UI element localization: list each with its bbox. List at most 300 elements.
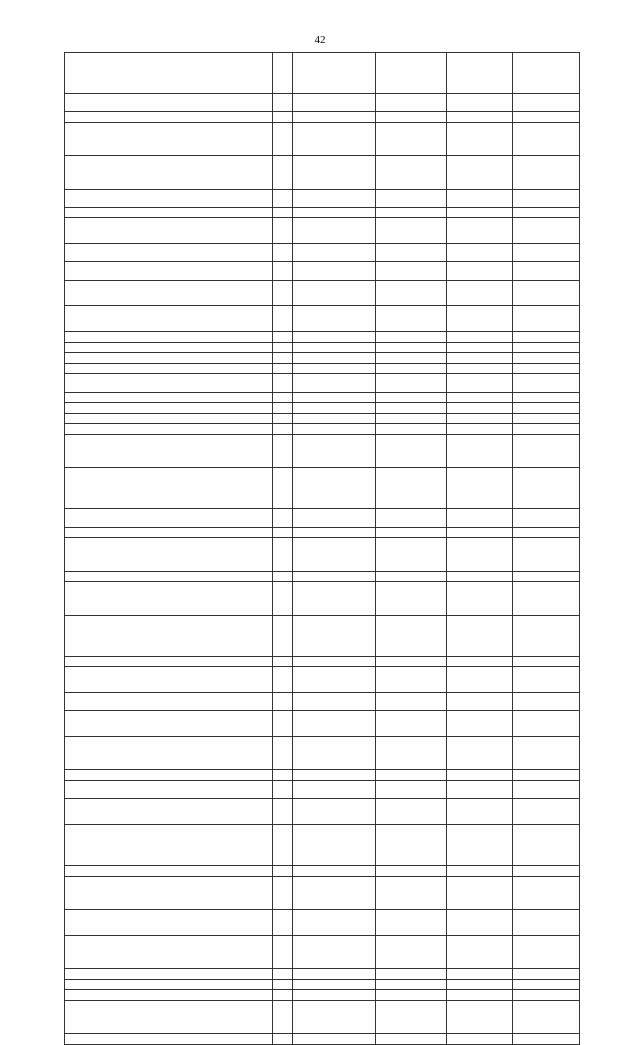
table-cell-amount-a	[376, 935, 447, 968]
table-cell-code	[293, 112, 376, 123]
table-cell-amount-a	[376, 353, 447, 364]
table-cell-amount-b	[446, 711, 513, 737]
table-cell-amount-a	[376, 207, 447, 218]
table-cell-code	[293, 780, 376, 798]
table-cell-amount-b	[446, 736, 513, 769]
table-cell-code	[293, 909, 376, 935]
table-cell-kvr	[273, 374, 293, 392]
table-cell-amount-b	[446, 403, 513, 414]
table-cell-amount-c	[513, 538, 580, 571]
table-cell-amount-a	[376, 244, 447, 262]
table-cell-amount-b	[446, 979, 513, 990]
table-row	[65, 424, 580, 435]
table-cell-amount-c	[513, 363, 580, 374]
table-cell-name	[65, 218, 273, 244]
table-cell-amount-b	[446, 824, 513, 865]
table-cell-amount-c	[513, 262, 580, 280]
table-cell-amount-b	[446, 571, 513, 582]
table-cell-amount-c	[513, 189, 580, 207]
table-row	[65, 413, 580, 424]
table-cell-name	[65, 571, 273, 582]
table-cell-amount-a	[376, 53, 447, 94]
table-cell-code	[293, 424, 376, 435]
table-row	[65, 527, 580, 538]
table-cell-amount-c	[513, 865, 580, 876]
table-cell-kvr	[273, 615, 293, 656]
table-cell-name	[65, 990, 273, 1001]
table-row	[65, 909, 580, 935]
table-row	[65, 262, 580, 280]
table-cell-kvr	[273, 824, 293, 865]
table-cell-name	[65, 374, 273, 392]
table-cell-amount-a	[376, 780, 447, 798]
table-cell-kvr	[273, 122, 293, 155]
table-cell-amount-c	[513, 94, 580, 112]
table-cell-kvr	[273, 53, 293, 94]
table-cell-amount-a	[376, 1034, 447, 1045]
table-cell-amount-a	[376, 306, 447, 332]
table-cell-amount-a	[376, 332, 447, 343]
table-row	[65, 692, 580, 710]
table-cell-amount-a	[376, 990, 447, 1001]
table-cell-amount-b	[446, 374, 513, 392]
table-cell-code	[293, 156, 376, 189]
table-cell-amount-b	[446, 424, 513, 435]
table-cell-amount-b	[446, 306, 513, 332]
table-cell-kvr	[273, 876, 293, 909]
table-cell-name	[65, 667, 273, 693]
table-cell-kvr	[273, 509, 293, 527]
table-cell-amount-a	[376, 571, 447, 582]
table-cell-amount-a	[376, 799, 447, 825]
table-cell-kvr	[273, 207, 293, 218]
table-cell-code	[293, 615, 376, 656]
table-cell-amount-a	[376, 363, 447, 374]
table-cell-code	[293, 711, 376, 737]
table-cell-kvr	[273, 527, 293, 538]
table-row	[65, 990, 580, 1001]
table-cell-amount-c	[513, 736, 580, 769]
table-cell-amount-b	[446, 909, 513, 935]
table-cell-amount-c	[513, 353, 580, 364]
table-row	[65, 736, 580, 769]
table-cell-amount-c	[513, 244, 580, 262]
table-cell-amount-c	[513, 1000, 580, 1033]
table-cell-name	[65, 865, 273, 876]
table-cell-kvr	[273, 94, 293, 112]
table-cell-code	[293, 935, 376, 968]
table-cell-amount-a	[376, 527, 447, 538]
table-row	[65, 218, 580, 244]
table-cell-amount-b	[446, 413, 513, 424]
table-cell-kvr	[273, 770, 293, 781]
table-cell-kvr	[273, 1000, 293, 1033]
table-cell-amount-c	[513, 799, 580, 825]
table-body	[65, 53, 580, 1045]
table-cell-amount-a	[376, 582, 447, 615]
table-row	[65, 656, 580, 667]
table-cell-amount-a	[376, 468, 447, 509]
table-cell-code	[293, 509, 376, 527]
table-cell-name	[65, 780, 273, 798]
table-cell-name	[65, 306, 273, 332]
table-row	[65, 53, 580, 94]
table-row	[65, 509, 580, 527]
table-cell-code	[293, 969, 376, 980]
table-cell-amount-a	[376, 156, 447, 189]
table-cell-amount-a	[376, 656, 447, 667]
table-cell-name	[65, 342, 273, 353]
table-cell-amount-b	[446, 244, 513, 262]
table-cell-kvr	[273, 306, 293, 332]
table-cell-name	[65, 435, 273, 468]
table-cell-kvr	[273, 571, 293, 582]
table-cell-name	[65, 527, 273, 538]
table-cell-name	[65, 615, 273, 656]
table-row	[65, 1000, 580, 1033]
table-cell-amount-c	[513, 711, 580, 737]
table-row	[65, 435, 580, 468]
table-cell-name	[65, 244, 273, 262]
table-cell-amount-c	[513, 374, 580, 392]
table-cell-amount-b	[446, 262, 513, 280]
table-cell-amount-c	[513, 280, 580, 306]
table-cell-amount-b	[446, 1034, 513, 1045]
table-cell-amount-a	[376, 969, 447, 980]
table-row	[65, 403, 580, 414]
table-cell-amount-c	[513, 571, 580, 582]
table-row	[65, 112, 580, 123]
table-cell-amount-c	[513, 656, 580, 667]
table-cell-name	[65, 424, 273, 435]
table-cell-amount-b	[446, 342, 513, 353]
table-row	[65, 156, 580, 189]
table-cell-code	[293, 538, 376, 571]
table-cell-code	[293, 1000, 376, 1033]
table-cell-kvr	[273, 799, 293, 825]
table-cell-amount-b	[446, 667, 513, 693]
table-cell-kvr	[273, 112, 293, 123]
table-cell-code	[293, 770, 376, 781]
table-cell-amount-a	[376, 692, 447, 710]
table-cell-name	[65, 824, 273, 865]
table-cell-amount-a	[376, 262, 447, 280]
table-cell-amount-c	[513, 413, 580, 424]
table-cell-name	[65, 262, 273, 280]
table-cell-amount-c	[513, 424, 580, 435]
table-cell-amount-a	[376, 509, 447, 527]
table-cell-amount-b	[446, 207, 513, 218]
table-cell-kvr	[273, 711, 293, 737]
table-cell-amount-a	[376, 280, 447, 306]
table-cell-kvr	[273, 538, 293, 571]
table-cell-code	[293, 207, 376, 218]
table-cell-amount-a	[376, 876, 447, 909]
table-cell-code	[293, 392, 376, 403]
table-row	[65, 615, 580, 656]
table-cell-amount-b	[446, 189, 513, 207]
table-cell-kvr	[273, 1034, 293, 1045]
table-cell-code	[293, 799, 376, 825]
table-cell-name	[65, 711, 273, 737]
table-cell-amount-c	[513, 979, 580, 990]
table-cell-amount-b	[446, 692, 513, 710]
table-cell-amount-c	[513, 306, 580, 332]
table-cell-name	[65, 53, 273, 94]
table-cell-code	[293, 332, 376, 343]
table-cell-code	[293, 582, 376, 615]
table-cell-kvr	[273, 262, 293, 280]
table-cell-kvr	[273, 413, 293, 424]
table-cell-amount-a	[376, 711, 447, 737]
table-cell-code	[293, 189, 376, 207]
table-row	[65, 342, 580, 353]
table-cell-code	[293, 692, 376, 710]
table-cell-amount-a	[376, 424, 447, 435]
table-row	[65, 280, 580, 306]
table-cell-code	[293, 979, 376, 990]
table-cell-code	[293, 262, 376, 280]
table-cell-amount-c	[513, 990, 580, 1001]
table-cell-name	[65, 538, 273, 571]
table-cell-kvr	[273, 424, 293, 435]
table-cell-amount-a	[376, 112, 447, 123]
table-cell-amount-c	[513, 667, 580, 693]
table-cell-amount-b	[446, 156, 513, 189]
table-cell-name	[65, 799, 273, 825]
table-cell-kvr	[273, 969, 293, 980]
table-cell-kvr	[273, 392, 293, 403]
table-cell-name	[65, 403, 273, 414]
table-cell-code	[293, 435, 376, 468]
table-cell-amount-a	[376, 392, 447, 403]
table-cell-amount-c	[513, 53, 580, 94]
table-cell-amount-c	[513, 342, 580, 353]
table-cell-amount-c	[513, 969, 580, 980]
table-cell-kvr	[273, 865, 293, 876]
table-row	[65, 189, 580, 207]
table-cell-amount-b	[446, 935, 513, 968]
table-cell-amount-c	[513, 824, 580, 865]
table-cell-code	[293, 736, 376, 769]
table-cell-kvr	[273, 435, 293, 468]
table-row	[65, 969, 580, 980]
table-row	[65, 979, 580, 990]
table-row	[65, 935, 580, 968]
table-cell-name	[65, 280, 273, 306]
table-row	[65, 468, 580, 509]
table-cell-amount-a	[376, 538, 447, 571]
table-row	[65, 865, 580, 876]
table-cell-name	[65, 656, 273, 667]
table-cell-amount-b	[446, 865, 513, 876]
table-cell-amount-a	[376, 770, 447, 781]
table-cell-code	[293, 1034, 376, 1045]
table-cell-name	[65, 509, 273, 527]
table-cell-name	[65, 207, 273, 218]
table-cell-kvr	[273, 244, 293, 262]
table-cell-amount-c	[513, 615, 580, 656]
table-cell-amount-b	[446, 538, 513, 571]
table-row	[65, 392, 580, 403]
table-cell-amount-a	[376, 865, 447, 876]
table-cell-amount-a	[376, 1000, 447, 1033]
table-cell-amount-c	[513, 403, 580, 414]
table-cell-name	[65, 1000, 273, 1033]
table-cell-kvr	[273, 468, 293, 509]
table-cell-amount-c	[513, 780, 580, 798]
table-cell-kvr	[273, 990, 293, 1001]
table-row	[65, 1034, 580, 1045]
table-cell-kvr	[273, 332, 293, 343]
table-cell-kvr	[273, 935, 293, 968]
table-row	[65, 94, 580, 112]
table-cell-kvr	[273, 156, 293, 189]
table-row	[65, 780, 580, 798]
table-cell-name	[65, 363, 273, 374]
table-cell-code	[293, 824, 376, 865]
table-cell-amount-b	[446, 468, 513, 509]
table-cell-name	[65, 112, 273, 123]
table-cell-amount-a	[376, 218, 447, 244]
table-cell-code	[293, 353, 376, 364]
table-cell-amount-c	[513, 692, 580, 710]
table-cell-amount-b	[446, 876, 513, 909]
table-cell-kvr	[273, 363, 293, 374]
table-cell-code	[293, 876, 376, 909]
table-cell-code	[293, 527, 376, 538]
table-row	[65, 770, 580, 781]
table-cell-kvr	[273, 979, 293, 990]
table-cell-kvr	[273, 403, 293, 414]
table-cell-amount-b	[446, 218, 513, 244]
page-number: 42	[314, 34, 326, 46]
table-cell-amount-b	[446, 656, 513, 667]
table-cell-amount-a	[376, 342, 447, 353]
table-cell-amount-a	[376, 824, 447, 865]
table-cell-name	[65, 582, 273, 615]
table-cell-amount-b	[446, 122, 513, 155]
table-cell-name	[65, 413, 273, 424]
table-row	[65, 332, 580, 343]
table-cell-amount-c	[513, 770, 580, 781]
table-cell-amount-c	[513, 468, 580, 509]
table-cell-code	[293, 363, 376, 374]
table-cell-amount-a	[376, 122, 447, 155]
budget-allocation-table	[64, 52, 580, 1045]
table-cell-name	[65, 156, 273, 189]
table-cell-code	[293, 667, 376, 693]
table-row	[65, 538, 580, 571]
table-cell-kvr	[273, 189, 293, 207]
table-row	[65, 582, 580, 615]
table-cell-amount-c	[513, 207, 580, 218]
table-cell-code	[293, 403, 376, 414]
table-row	[65, 711, 580, 737]
table-cell-code	[293, 468, 376, 509]
table-cell-amount-c	[513, 909, 580, 935]
table-cell-amount-b	[446, 527, 513, 538]
table-cell-name	[65, 770, 273, 781]
table-cell-name	[65, 189, 273, 207]
table-row	[65, 244, 580, 262]
table-cell-amount-b	[446, 582, 513, 615]
table-cell-kvr	[273, 780, 293, 798]
table-cell-amount-b	[446, 112, 513, 123]
table-row	[65, 876, 580, 909]
table-cell-amount-b	[446, 363, 513, 374]
table-cell-amount-a	[376, 979, 447, 990]
table-cell-amount-c	[513, 218, 580, 244]
table-cell-amount-a	[376, 667, 447, 693]
table-cell-kvr	[273, 909, 293, 935]
table-cell-kvr	[273, 736, 293, 769]
table-cell-name	[65, 468, 273, 509]
table-cell-code	[293, 990, 376, 1001]
table-row	[65, 122, 580, 155]
table-cell-kvr	[273, 582, 293, 615]
table-cell-amount-c	[513, 435, 580, 468]
table-cell-amount-c	[513, 876, 580, 909]
table-cell-amount-b	[446, 53, 513, 94]
table-cell-amount-a	[376, 736, 447, 769]
table-row	[65, 799, 580, 825]
table-cell-amount-c	[513, 935, 580, 968]
table-cell-code	[293, 865, 376, 876]
table-cell-name	[65, 909, 273, 935]
table-cell-amount-a	[376, 413, 447, 424]
table-row	[65, 374, 580, 392]
table-row	[65, 571, 580, 582]
table-cell-amount-b	[446, 615, 513, 656]
table-cell-code	[293, 413, 376, 424]
table-cell-name	[65, 736, 273, 769]
table-cell-code	[293, 244, 376, 262]
table-cell-kvr	[273, 656, 293, 667]
table-row	[65, 667, 580, 693]
table-cell-code	[293, 571, 376, 582]
table-cell-code	[293, 94, 376, 112]
table-cell-name	[65, 332, 273, 343]
table-row	[65, 207, 580, 218]
table-cell-amount-c	[513, 1034, 580, 1045]
table-cell-code	[293, 280, 376, 306]
table-cell-kvr	[273, 667, 293, 693]
table-row	[65, 353, 580, 364]
table-cell-name	[65, 692, 273, 710]
table-cell-kvr	[273, 218, 293, 244]
table-cell-code	[293, 374, 376, 392]
table-cell-amount-c	[513, 527, 580, 538]
table-row	[65, 363, 580, 374]
table-cell-name	[65, 1034, 273, 1045]
table-cell-amount-b	[446, 392, 513, 403]
table-cell-amount-a	[376, 615, 447, 656]
table-cell-amount-c	[513, 392, 580, 403]
table-cell-amount-b	[446, 780, 513, 798]
table-cell-amount-a	[376, 403, 447, 414]
table-cell-kvr	[273, 280, 293, 306]
table-cell-name	[65, 979, 273, 990]
table-row	[65, 824, 580, 865]
table-cell-kvr	[273, 353, 293, 364]
table-cell-amount-b	[446, 799, 513, 825]
table-cell-amount-c	[513, 509, 580, 527]
table-cell-amount-b	[446, 509, 513, 527]
table-cell-kvr	[273, 692, 293, 710]
table-cell-amount-c	[513, 156, 580, 189]
table-cell-amount-b	[446, 280, 513, 306]
